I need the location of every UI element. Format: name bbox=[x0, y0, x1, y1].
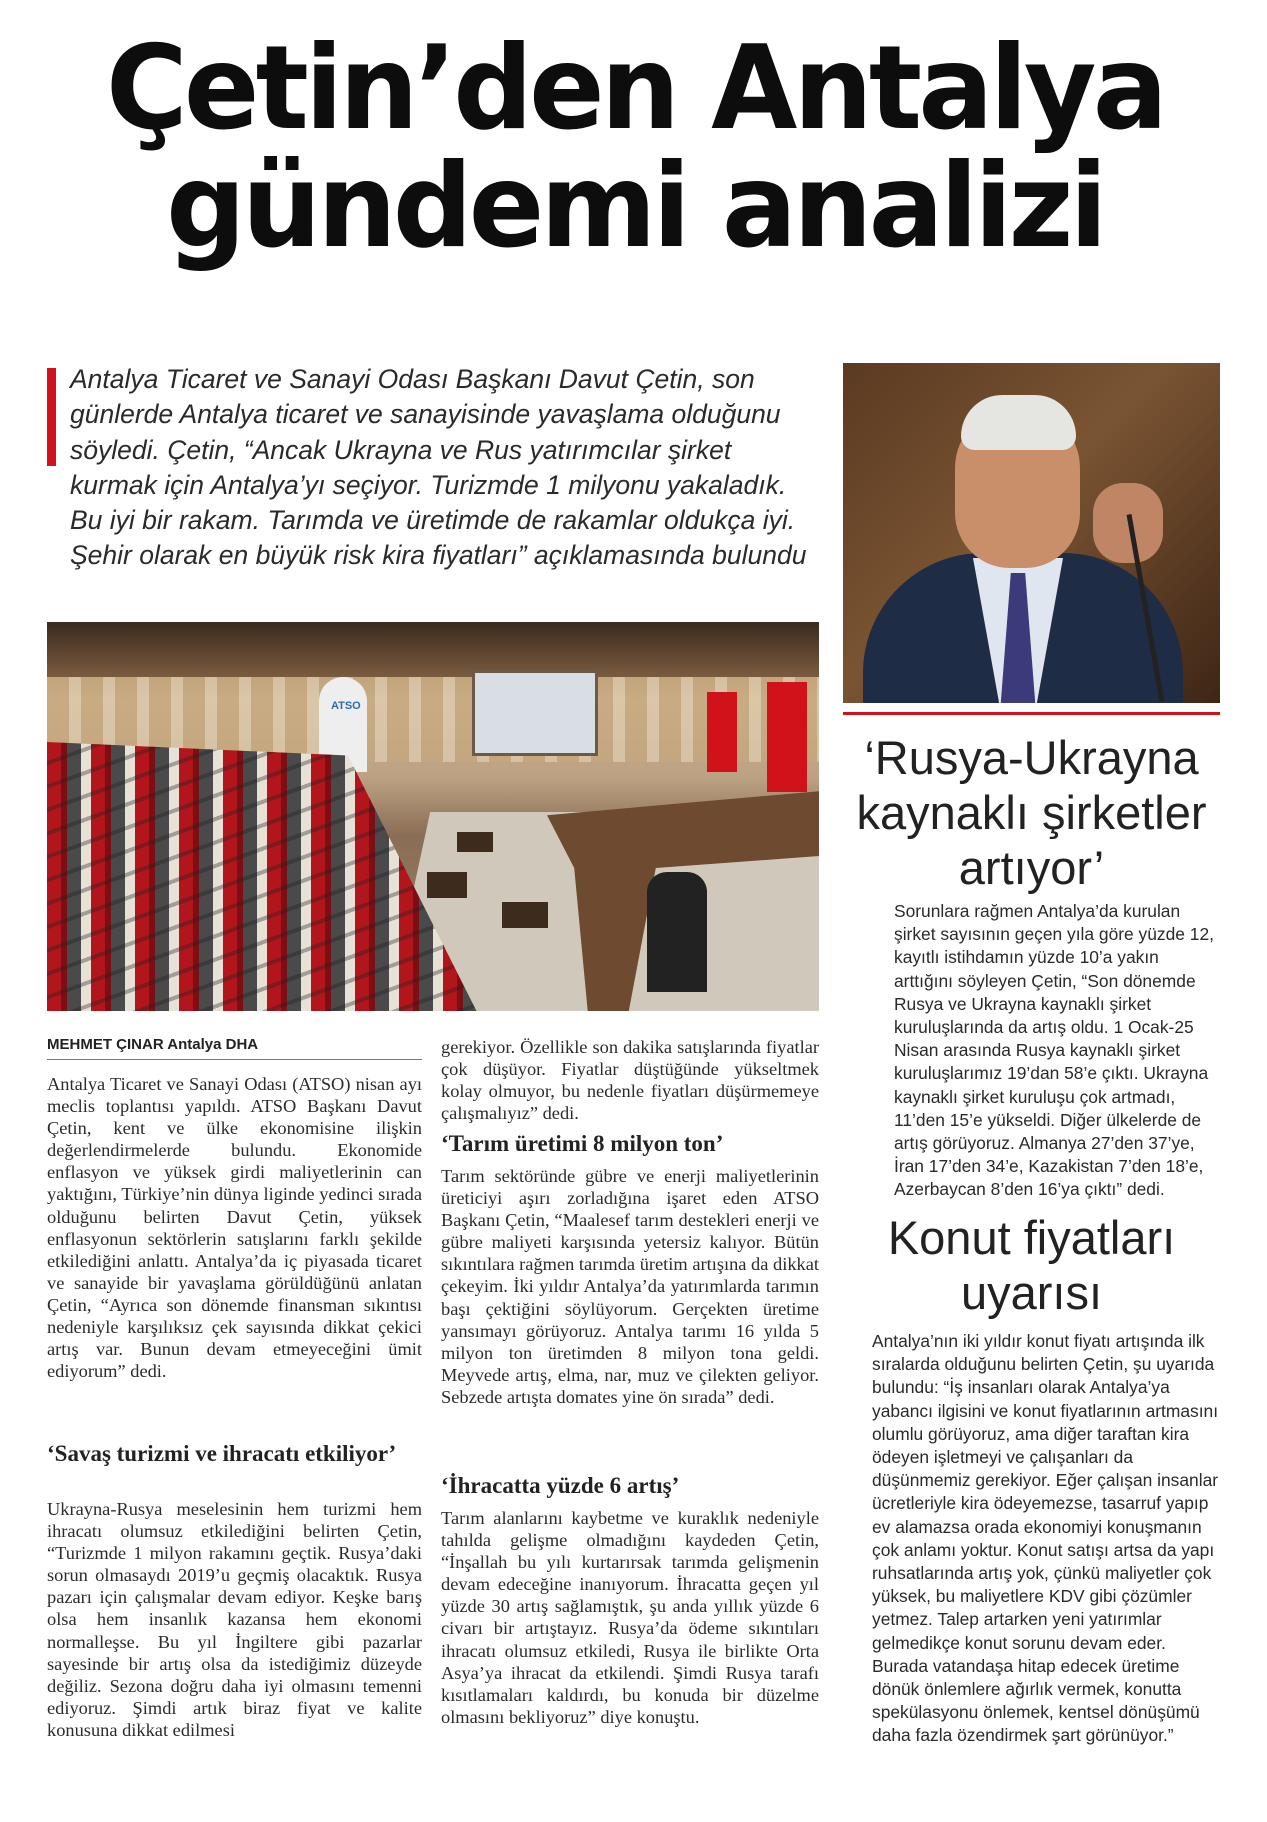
right-section-heading-1: ‘Rusya-Ukrayna kaynaklı şirketler artıyor’ bbox=[856, 731, 1207, 894]
right-section-paragraph-1: Sorunlara rağmen Antalya’da kurulan şirket sayısının geçen yıla göre yüzde 12, kayıtlı istihdamın yüzde 10’a yakın arttığını söyleyen Çetin, “Son dönemde Rusya ve Ukrayna kaynaklı şirket kuruluşlarında da artış oldu. 1 Ocak-25 Nisan arasında Rusya kaynaklı şirket kuruluşlarımız 19’dan 58’e çıktı. Ukrayna kaynaklı şirket kuruluşu çok artmadı, 11’den 15’e yükseldi. Diğer ülkelerde de artış görüyoruz. Almanya 27’den 37’ye, İran 17’den 34’e, Kazakistan 7’den 18’e, Azerbaycan 8’den 16’ya çıktı” dedi. bbox=[894, 901, 1214, 1200]
lead-accent-bar bbox=[47, 368, 56, 466]
photo-coffee-table bbox=[427, 872, 467, 898]
byline: MEHMET ÇINAR Antalya DHA bbox=[47, 1036, 422, 1060]
davut-cetin-portrait-photo bbox=[843, 363, 1220, 703]
right-section-paragraph-2: Antalya’nın iki yıldır konut fiyatı artışında ilk sıralarda olduğunu belirten Çetin, şu uyarıda bulundu: “İş insanları olarak Antalya’ya yabancı ilgisini ve konut fiyatlarının artmasını olumlu görüyoruz, ama diğer taraftan kira ödeyen işletmeyi ve çalışanları da düşünmemiz gerekiyor. Eğer çalışan insanlar ücretleriyle kira ödeyemezse, tasarruf yapıp ev alamazsa orada ekonomiyi konuşmanın çok anlamı yoktur. Konut satışı artsa da yapı ruhsatlarında artış yok, çünkü maliyetler çok yüksek, bu maliyetlere KDV gibi çözümler yetmez. Talep artarken yeni yatırımlar gelmedikçe konut sorunu devam eder. Burada vatandaşa hitap edecek üretime dönük önlemlere ağırlık vermek, konutta spekülasyonu önlemek, kentsel dönüşümü daha fazla özendirmek şart görünüyor.” bbox=[872, 1331, 1219, 1746]
subheading-exports: ‘İhracatta yüzde 6 artış’ bbox=[441, 1473, 680, 1498]
body-paragraph-4: Tarım sektöründe gübre ve enerji maliyetlerinin üreticiyi aşırı zorladığına işaret eden ATSO Başkanı Çetin, “Maalesef tarım destekleri enerji ve gübre maliyeti karşısında yetersiz kalıyor. Bütün sıkıntılara rağmen tarımda üretim artışına da dikkat çekeyim. İki yıldır Antalya’da yatırımlarda tarımın başı çektiğini söylüyorum. Gerçekten üretime yansımayı görüyoruz. Antalya tarımı 16 yılda 5 milyon ton üretimden 8 milyon tona geldi. Meyvede artış, elma, nar, muz ve çilekten geliyor. Sebzede artışta domates yine ön sırada” dedi. bbox=[441, 1166, 819, 1407]
body-paragraph-3: gerekiyor. Özellikle son dakika satışlarında fiyatlar çok düşüyor. Fiyatlar düştüğünde yükseltmek kolay olmuyor, bu nedenle fiyatları düşürmemeye çalışmalıyız” dedi. bbox=[441, 1037, 819, 1124]
headline: Çetin’den Antalya gündemi analizi bbox=[105, 21, 1165, 274]
photo-speaker bbox=[647, 872, 707, 992]
body-paragraph-2: Ukrayna-Rusya meselesinin hem turizmi hem ihracatı olumsuz etkilediğini belirten Çetin, “Turizmde 1 milyon rakamını geçtik. Rusya’daki sorun olmasaydı 2019’u geçmiş olacaktık. Rusya pazarı için çalışmalar devam ediyor. Keşke barış olsa hem insanlık kazansa hem ekonomi normalleşse. Bu yıl İngiltere gibi pazarlar sayesinde bir artış olsa da istediğimiz düzeyde değiliz. Sezona doğru daha iyi olmasını temenni ediyoruz. Şimdi artık biraz fiyat ve kalite konusuna dikkat edilmesi bbox=[47, 1499, 422, 1740]
photo-audience-seats bbox=[47, 742, 477, 1011]
body-paragraph-1: Antalya Ticaret ve Sanayi Odası (ATSO) nisan ayı meclis toplantısı yapıldı. ATSO Başkanı Davut Çetin, kent ve ülke ekonomisine ilişkin değerlendirmelerde bulundu. Ekonomide enflasyon ve yüksek girdi maliyetlerinin can yaktığını, Türkiye’nin dünya liginde yedinci sırada olduğunu belirten Davut Çetin, yüksek enflasyonun sektörlerin satışlarını farklı şekilde etkilediğini anlattı. Antalya’da iç piyasada ticaret ve sanayide bir yavaşlama görüldüğünü anlatan Çetin, “Ayrıca son dönemde finansman sıkıntısı nedeniyle karşılıksız çek sayısında dikkat çekici artış var. Bunun devam etmeyeceğini ümit ediyorum” dedi. bbox=[47, 1074, 422, 1382]
portrait-divider bbox=[843, 712, 1220, 715]
subheading-agriculture: ‘Tarım üretimi 8 milyon ton’ bbox=[441, 1131, 724, 1156]
photo-coffee-table bbox=[457, 832, 493, 852]
body-paragraph-5: Tarım alanlarını kaybetme ve kuraklık nedeniyle tahılda gelişme olmadığını kaydeden Çetin, “İnşallah bu yılı kurtarırsak tarımda gelişmenin devam edeceğine inanıyorum. İhracatta geçen yıl yüzde 30 artış sağlamıştık, şu anda yıllık yüzde 6 civarı bir artıştayız. Rusya’da ödeme sıkıntıları ihracatı olumsuz etkiledi, Rusya ile birlikte Orta Asya’ya ihracat da etkilendi. Şimdi Rusya tarafı kısıtlamaları kaldırdı, bu konuda bir düzelme olmasını bekliyoruz” diye konuştu. bbox=[441, 1508, 819, 1727]
turkish-flag-large bbox=[767, 682, 807, 792]
photo-projection-screen bbox=[472, 670, 598, 756]
assembly-meeting-photo bbox=[47, 622, 819, 1011]
right-section-heading-2: Konut fiyatları uyarısı bbox=[887, 1211, 1176, 1319]
photo-coffee-table bbox=[502, 902, 548, 928]
portrait-hair bbox=[961, 395, 1076, 450]
photo-ceiling bbox=[47, 622, 819, 677]
subheading-war-tourism: ‘Savaş turizmi ve ihracatı etkiliyor’ bbox=[47, 1441, 397, 1466]
lead-paragraph: Antalya Ticaret ve Sanayi Odası Başkanı Davut Çetin, son günlerde Antalya ticaret ve sanayisinde yavaşlama olduğunu söyledi. Çetin, “Ancak Ukrayna ve Rus yatırımcılar şirket kurmak için Antalya’yı seçiyor. Turizmde 1 milyonu yakaladık. Bu iyi bir rakam. Tarımda ve üretimde de rakamlar oldukça iyi. Şehir olarak en büyük risk kira fiyatları” açıklamasında bulundu bbox=[70, 364, 807, 571]
turkish-flag bbox=[707, 692, 737, 772]
atso-logo: ATSO bbox=[331, 700, 361, 712]
